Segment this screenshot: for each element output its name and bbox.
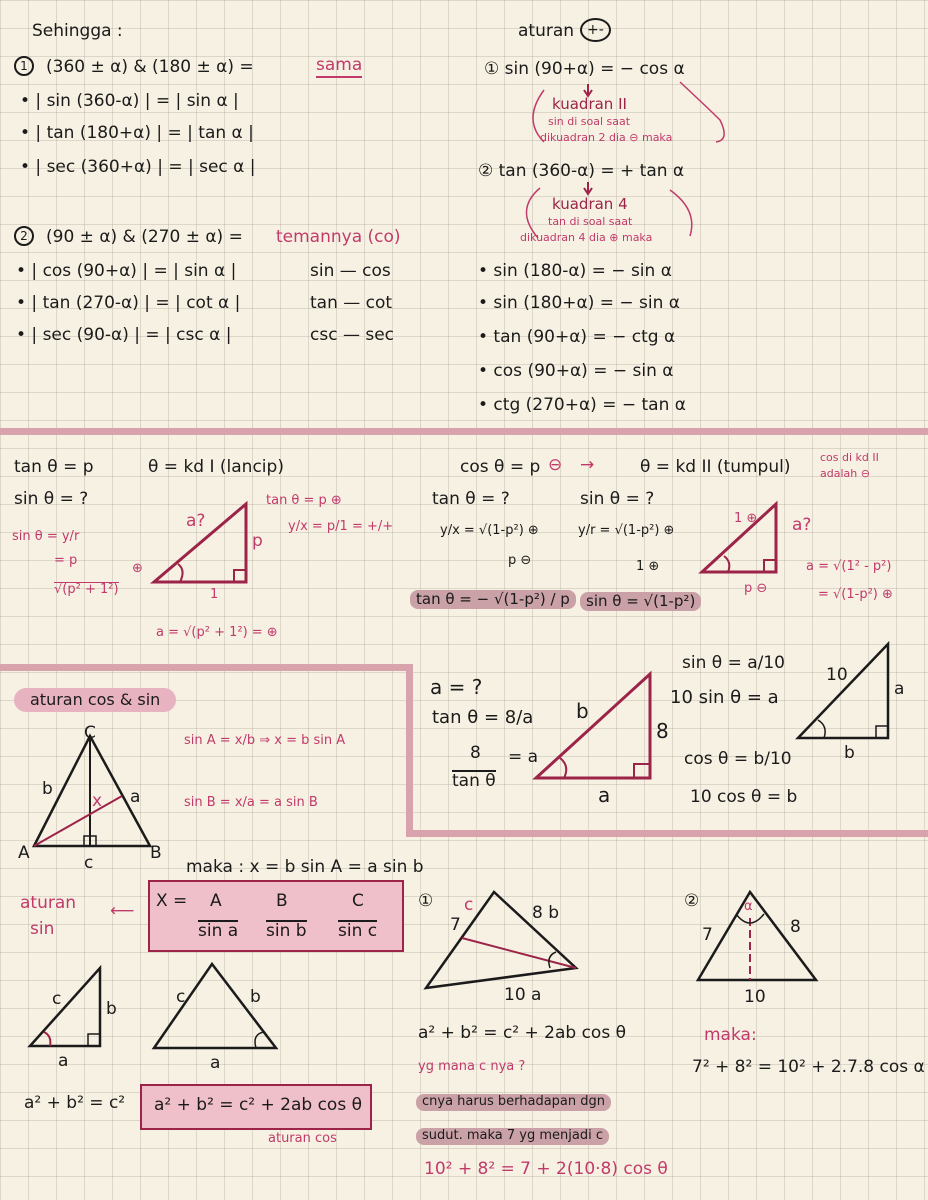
right-triangle-5 [534, 670, 664, 782]
header-title: Sehingga : [32, 21, 123, 41]
right-title: aturan [518, 21, 575, 41]
example-1: ① sin (90+α) = − cos α [484, 59, 685, 79]
tri3-a: a [210, 1053, 221, 1073]
cos-10b: 10 cos θ = b [690, 787, 798, 807]
note: dikuadran 4 dia ⊕ maka [520, 231, 653, 244]
q2-eq: 7² + 8² = 10² + 2.7.8 cos α [692, 1057, 925, 1077]
ex-tan: tan θ = 8/a [432, 707, 534, 728]
tri5-b: b [576, 699, 589, 723]
tri3-c: c [176, 987, 186, 1007]
yx: y/x = p/1 = +/+ [288, 519, 394, 534]
q2-alpha: α [744, 899, 753, 914]
list-item: • cos (90+α) = − sin α [478, 361, 674, 381]
cos-10: cos θ = b/10 [684, 749, 792, 769]
right-triangle-6 [796, 642, 892, 742]
ex-eqa: = a [508, 747, 539, 767]
tan-result: tan θ = − √(1-p²) / p [410, 590, 576, 609]
rule2-highlight: temannya (co) [276, 227, 401, 247]
vertex-b: B [150, 843, 162, 863]
divider [0, 428, 928, 435]
rt-a: a [58, 1051, 69, 1071]
tan-p: tan θ = p [14, 457, 94, 477]
tri5-8: 8 [656, 719, 669, 743]
vertex-c: C [84, 723, 96, 743]
note: sin di soal saat [548, 115, 631, 128]
rule2-item: • | tan (270-α) | = | cot α | [16, 293, 241, 313]
q2-7: 7 [702, 925, 713, 945]
box-sinc: sin c [338, 921, 378, 941]
rule1-highlight: sama [316, 56, 362, 78]
p-minus: p ⊖ [508, 553, 532, 568]
q1-hl1: cnya harus berhadapan dgn [416, 1094, 611, 1111]
q2-number: ② [684, 891, 700, 911]
rule1-number: 1 [14, 56, 34, 76]
eq-p: = p [54, 553, 78, 568]
box-B: B [276, 891, 288, 911]
rule1-item: • | sin (360-α) | = | sin α | [20, 91, 239, 111]
ex-tantheta: tan θ [452, 771, 496, 791]
tan-q: tan θ = ? [432, 489, 510, 509]
box-sinb: sin b [266, 921, 307, 941]
ex-a: a = ? [430, 675, 483, 699]
side-a: a [130, 787, 141, 807]
tri6-10: 10 [826, 665, 848, 685]
height-x: x [92, 791, 103, 811]
rule1-item: • | tan (180+α) | = | tan α | [20, 123, 254, 143]
tri1-1: 1 [210, 587, 219, 602]
divider [406, 830, 928, 837]
aturan-pill: aturan cos & sin [14, 688, 176, 712]
side-b: b [42, 779, 53, 799]
a2-eq: a = √(1² - p²) [806, 559, 892, 574]
rt-c: c [52, 989, 62, 1009]
tri2-a: a? [792, 515, 812, 535]
tri6-b: b [844, 743, 855, 763]
aturan-cos-label: aturan cos [268, 1131, 337, 1146]
arrow-sin: ⟵ [110, 901, 135, 921]
a2-eq2: = √(1-p²) ⊕ [818, 587, 893, 602]
tri5-a: a [598, 783, 611, 807]
q1-10a: 10 a [504, 985, 542, 1005]
q1-8b: 8 b [532, 903, 560, 923]
rule2-item: • | sec (90-α) | = | csc α | [16, 325, 232, 345]
co-pair: csc — sec [310, 325, 395, 345]
eq-den: √(p² + 1²) [54, 582, 119, 597]
maka-eq: maka : x = b sin A = a sin b [186, 857, 424, 877]
example-2: ② tan (360-α) = + tan α [478, 161, 685, 181]
q1-final: 10² + 8² = 7 + 2(10·8) cos θ [424, 1159, 668, 1179]
q2-8: 8 [790, 917, 801, 937]
plus-sign: ⊕ [132, 561, 143, 576]
list-item: • sin (180+α) = − sin α [478, 293, 681, 313]
box-sina: sin a [198, 921, 239, 941]
one-plus: 1 ⊕ [636, 559, 660, 574]
sin-10b: 10 sin θ = a [670, 687, 779, 708]
kuadran-2: kuadran II [552, 95, 627, 113]
kuadran-4: kuadran 4 [552, 195, 628, 213]
rule2-number: 2 [14, 226, 34, 246]
side-c: c [84, 853, 94, 873]
kd2-note: adalah ⊖ [820, 467, 870, 480]
q1-eq: a² + b² = c² + 2ab cos θ [418, 1023, 626, 1043]
list-item: • tan (90+α) = − ctg α [478, 327, 676, 347]
sin-q: sin θ = ? [14, 489, 89, 509]
sin-eq: sin θ = y/r [12, 529, 80, 544]
cos-p: cos θ = p [460, 457, 541, 477]
divider [406, 664, 413, 836]
list-item: • ctg (270+α) = − tan α [478, 395, 686, 415]
box-A: A [210, 891, 222, 911]
yr2: y/r = √(1-p²) ⊕ [578, 523, 675, 538]
right-triangle-3 [28, 966, 108, 1050]
minus-circle: ⊖ [548, 455, 563, 475]
triangle-4 [152, 962, 282, 1052]
tri1-p: p [252, 531, 263, 551]
rule1-item: • | sec (360+α) | = | sec α | [20, 157, 256, 177]
rule1-text: (360 ± α) & (180 ± α) = [46, 57, 254, 77]
q1-hl2: sudut. maka 7 yg menjadi c [416, 1128, 609, 1145]
kd2: θ = kd II (tumpul) [640, 457, 791, 477]
q1-7: 7 [450, 915, 461, 935]
vertex-a: A [18, 843, 30, 863]
kd1: θ = kd I (lancip) [148, 457, 284, 477]
sin-b-eq: sin B = x/a = a sin B [184, 795, 318, 810]
a-eq: a = √(p² + 1²) = ⊕ [156, 625, 278, 640]
tri6-a: a [894, 679, 905, 699]
aturan-sin-label: aturan [20, 893, 77, 913]
aturan-sin-label: sin [30, 919, 55, 939]
right-badge: +- [580, 18, 611, 42]
rule2-text: (90 ± α) & (270 ± α) = [46, 227, 243, 247]
rt-b: b [106, 999, 117, 1019]
box-x: X = [156, 891, 188, 911]
sin-result: sin θ = √(1-p²) [580, 592, 701, 611]
arrow: → [580, 455, 595, 475]
q1-yg: yg mana c nya ? [418, 1059, 526, 1074]
co-pair: sin — cos [310, 261, 391, 281]
q2-maka: maka: [704, 1025, 757, 1045]
q1-c: c [464, 895, 474, 915]
note: tan di soal saat [548, 215, 633, 228]
tri3-b: b [250, 987, 261, 1007]
sin-10: sin θ = a/10 [682, 653, 785, 673]
pythagoras: a² + b² = c² [24, 1093, 126, 1113]
tan-p-pos: tan θ = p ⊕ [266, 493, 342, 508]
sin-q2: sin θ = ? [580, 489, 655, 509]
tri2-p: p ⊖ [744, 581, 768, 596]
q1-number: ① [418, 891, 434, 911]
tri1-hyp: a? [186, 511, 206, 531]
note: dikuadran 2 dia ⊖ maka [540, 131, 673, 144]
co-pair: tan — cot [310, 293, 393, 313]
rule2-item: • | cos (90+α) | = | sin α | [16, 261, 237, 281]
arrow-curves [520, 70, 740, 250]
ex-8: 8 [470, 743, 481, 763]
kd2-note: cos di kd II [820, 451, 879, 464]
triangle-q2 [696, 888, 820, 984]
divider [0, 664, 412, 671]
cos-rule: a² + b² = c² + 2ab cos θ [154, 1095, 362, 1115]
sin-a-eq: sin A = x/b ⇒ x = b sin A [184, 733, 346, 748]
tri2-1: 1 ⊕ [734, 511, 758, 526]
list-item: • sin (180-α) = − sin α [478, 261, 672, 281]
yx2: y/x = √(1-p²) ⊕ [440, 523, 539, 538]
q2-10: 10 [744, 987, 766, 1007]
box-C: C [352, 891, 364, 911]
